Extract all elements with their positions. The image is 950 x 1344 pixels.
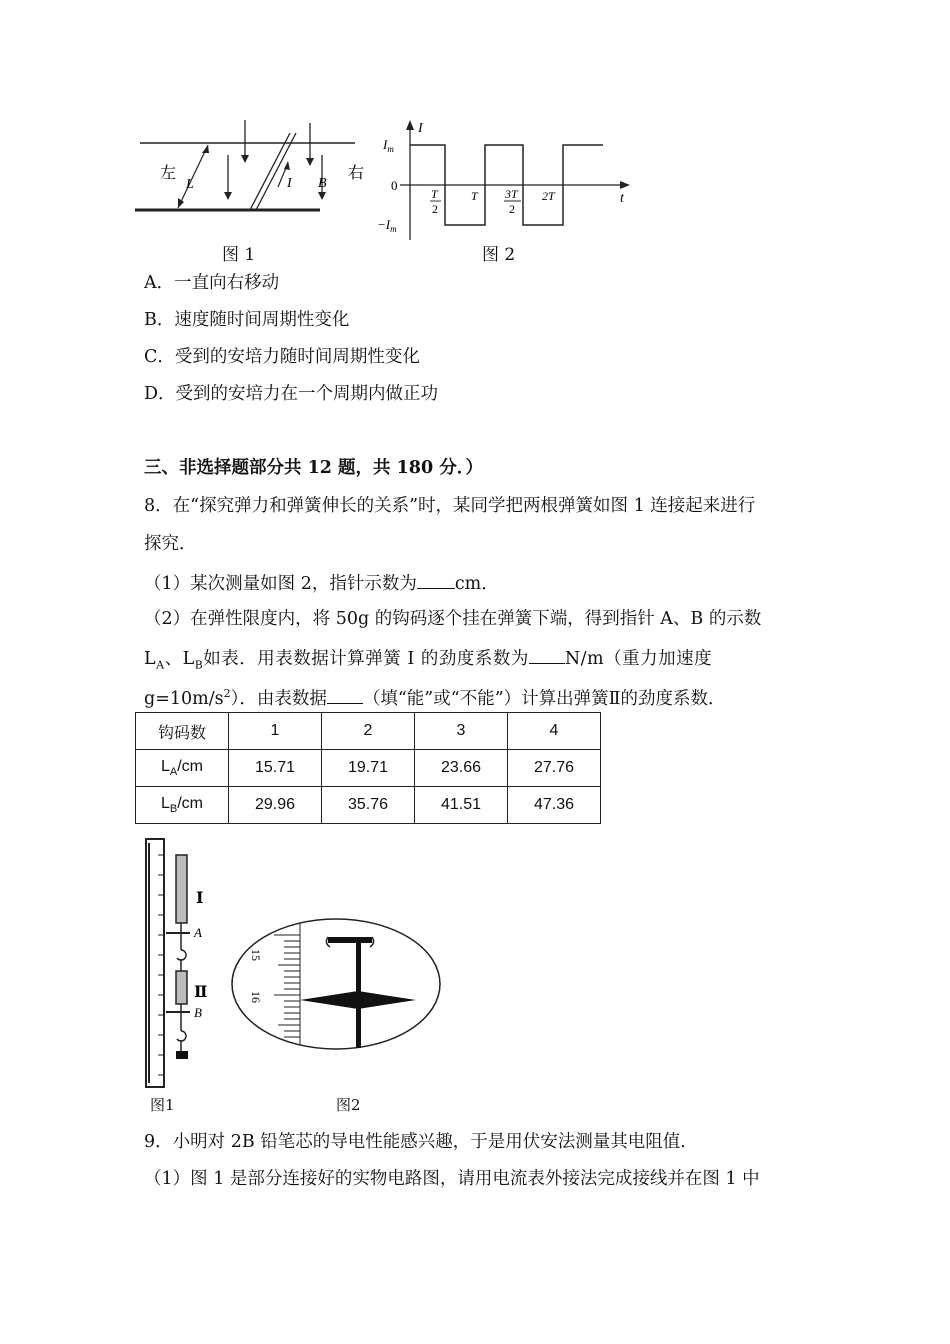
- tick-half-t-num: T: [431, 187, 438, 201]
- option-a: A．一直向右移动: [144, 273, 280, 293]
- table-header-cell: 4: [508, 713, 601, 750]
- fig1-caption: 图 1: [222, 245, 256, 265]
- table-cell: 41.51: [415, 787, 508, 824]
- q8-part2-line1: （2）在弹性限度内，将 50g 的钩码逐个挂在弹簧下端，得到指针 A、B 的示数: [144, 609, 762, 629]
- im-label: $I_m$: [383, 137, 394, 154]
- table-header-row: [136, 713, 601, 750]
- spring-apparatus-figure: [140, 835, 230, 1095]
- lb-symbol: 、$L_B$: [164, 649, 204, 672]
- table-cell: 19.71: [322, 750, 415, 787]
- left-label: 左: [160, 165, 177, 182]
- tick-half-t-den: 2: [432, 202, 438, 216]
- table-header-cell: 2: [322, 713, 415, 750]
- tick-t: T: [471, 189, 478, 203]
- axis-t-label: t: [620, 191, 624, 206]
- scale-tick-15: 15: [249, 949, 263, 961]
- answer-blank-1[interactable]: [417, 570, 455, 589]
- q8-part2-line3: [144, 682, 726, 711]
- tick-3t-num: 3T: [505, 187, 518, 201]
- table-cell: 47.36: [508, 787, 601, 824]
- pointer-b-label: B: [194, 1005, 202, 1020]
- table-header-cell: 钩码数: [136, 713, 229, 750]
- answer-blank-3[interactable]: [327, 685, 363, 704]
- row-label-lb: $L_B/cm$: [136, 787, 229, 824]
- magnified-pointer-figure: [228, 915, 448, 1055]
- data-table: [135, 712, 601, 824]
- q8-part2-line2-text: 如表．用表数据计算弹簧 I 的劲度系数为: [203, 649, 529, 669]
- table-cell: 23.66: [415, 750, 508, 787]
- option-c: C．受到的安培力随时间周期性变化: [144, 347, 420, 367]
- pointer-a-label: A: [194, 925, 202, 940]
- table-cell: 27.76: [508, 750, 601, 787]
- spring-fig2-caption: 图2: [336, 1096, 361, 1114]
- answer-blank-2[interactable]: [529, 645, 565, 664]
- la-symbol: $L_A$: [144, 649, 165, 672]
- table-cell: 35.76: [322, 787, 415, 824]
- q9-line1: 9．小明对 2B 铅笔芯的导电性能感兴趣，于是用伏安法测量其电阻值．: [144, 1132, 698, 1152]
- q8-intro-line1: 8．在“探究弹力和弹簧伸长的关系”时，某同学把两根弹簧如图 1 连接起来进行: [144, 496, 756, 516]
- q8-part2-line3-tail: （填“能”或“不能”）计算出弹簧Ⅱ的劲度系数．: [362, 688, 726, 709]
- axis-i-label: I: [418, 121, 423, 136]
- fig2-caption: 图 2: [482, 245, 516, 265]
- q8-part2-line3-text: ）．由表数据: [230, 688, 327, 709]
- q9-line2: （1）图 1 是部分连接好的实物电路图，请用电流表外接法完成接线并在图 1 中: [144, 1169, 760, 1189]
- q8-part1-unit: cm．: [454, 574, 499, 594]
- q8-part1-text: （1）某次测量如图 2，指针示数为: [144, 574, 417, 594]
- row-label-la: $L_A/cm$: [136, 750, 229, 787]
- tick-2t: 2T: [542, 189, 555, 203]
- scale-tick-16: 16: [249, 991, 263, 1003]
- q8-part2-line2-tail: N/m（重力加速度: [564, 649, 713, 669]
- neg-im-label: $-I_m$: [377, 217, 397, 234]
- right-label: 右: [348, 165, 365, 182]
- current-label: I: [287, 176, 292, 191]
- table-cell: 29.96: [229, 787, 322, 824]
- table-header-cell: 1: [229, 713, 322, 750]
- option-b: B．速度随时间周期性变化: [144, 310, 350, 330]
- gravity-value: $g=10m/s^2$: [144, 687, 231, 709]
- section-header: 三、非选择题部分共 12 题，共 180 分．）: [144, 458, 484, 478]
- square-wave-graph: [375, 118, 635, 243]
- length-label: L: [186, 177, 194, 192]
- table-row: [136, 787, 601, 824]
- q8-part2-line2: [144, 645, 712, 678]
- q8-part1: [144, 570, 499, 596]
- spring-fig1-caption: 图1: [150, 1096, 175, 1114]
- table-row: [136, 750, 601, 787]
- table-header-cell: 3: [415, 713, 508, 750]
- spring-ii-label: Ⅱ: [194, 984, 208, 1001]
- origin-label: 0: [391, 178, 398, 193]
- field-label: B: [318, 176, 327, 191]
- q8-intro-line2: 探究．: [144, 534, 197, 554]
- tick-3t-den: 2: [509, 202, 515, 216]
- table-cell: 15.71: [229, 750, 322, 787]
- spring-i-label: Ⅰ: [196, 890, 204, 907]
- option-d: D．受到的安培力在一个周期内做正功: [144, 384, 439, 404]
